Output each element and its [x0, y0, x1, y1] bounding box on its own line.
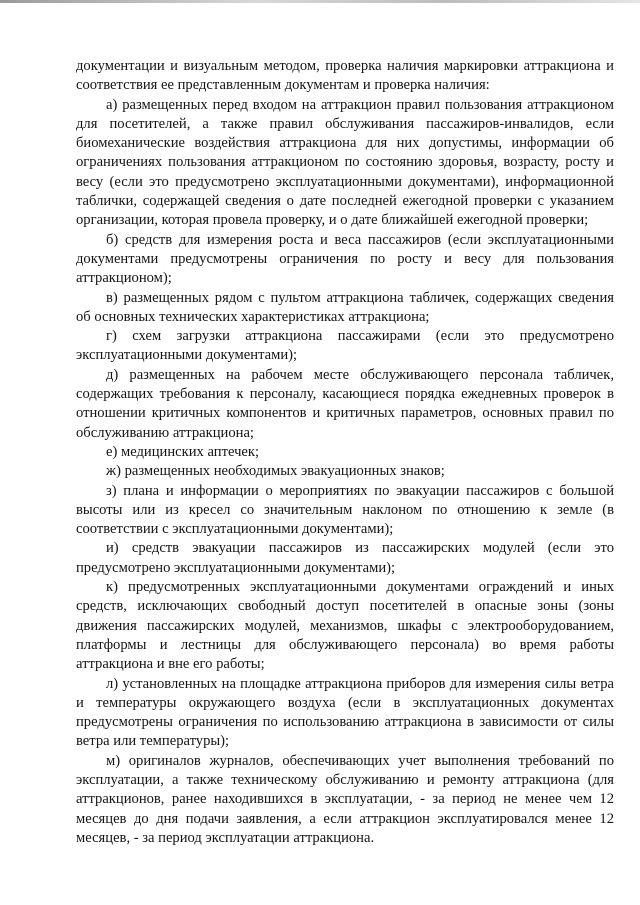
paragraph-item-e: е) медицинских аптечек;: [106, 443, 260, 460]
paragraph-item-k: к) предусмотренных эксплуатационными документами ограждений и иных средств, исключающих свободный доступ посетителей в опасные зоны (зоны движения пассажирских модулей, механизмов, шкафы с электрооборудованием, платформы и лестницы для обслуживающего персонала) во время работы аттракциона и вне его работы;: [76, 579, 614, 673]
paragraph-item-l: л) установленных на площадке аттракциона приборов для измерения силы ветра и температуры окружающего воздуха (если в эксплуатационных документах предусмотрены ограничения по использованию аттракциона в зависимости от силы ветра или температуры);: [76, 675, 614, 750]
paragraph-item-i: и) средств эвакуации пассажиров из пассажирских модулей (если это предусмотрено эксплуатационными документами);: [76, 540, 614, 576]
paragraph-item-zh: ж) размещенных необходимых эвакуационных знаков;: [106, 463, 445, 480]
scan-top-edge: [0, 0, 640, 3]
paragraph-item-a: а) размещенных перед входом на аттракцион правил пользования аттракционом для посетителей, а также правил обслуживания пассажиров-инвалидов, если биомеханические воздействия аттракциона для них допустимы, информации об ограничениях пользования аттракционом по состоянию здоровья, возрасту, росту и весу (если это предусмотрено эксплуатационными документами), информационной таблички, содержащей сведения о дате последней ежегодной проверки с указанием организации, которая провела проверку, и о дате ближайшей ежегодной проверки;: [76, 96, 614, 229]
document-body: [76, 57, 614, 848]
paragraph-item-b: б) средств для измерения роста и веса пассажиров (если эксплуатационными документами предусмотрены ограничения по росту и весу для пользования аттракционом);: [76, 231, 614, 287]
paragraph-item-v: в) размещенных рядом с пультом аттракциона табличек, содержащих сведения об основных технических характеристиках аттракциона;: [76, 289, 614, 325]
paragraph-item-g: г) схем загрузки аттракциона пассажирами (если это предусмотрено эксплуатационными документами);: [76, 328, 614, 364]
paragraph-item-d: д) размещенных на рабочем месте обслуживающего персонала табличек, содержащих требования к персоналу, касающиеся порядка ежедневных проверок в отношении критичных компонентов и критичных параметров, основных правил по обслуживанию аттракциона;: [76, 366, 614, 441]
paragraph-item-z: з) плана и информации о мероприятиях по эвакуации пассажиров с большой высоты или из кресел со значительным наклоном по отношению к земле (в соответствии с эксплуатационными документами);: [76, 482, 614, 538]
paragraph-item-m: м) оригиналов журналов, обеспечивающих учет выполнения требований по эксплуатации, а также техническому обслуживанию и ремонту аттракциона (для аттракционов, ранее находившихся в эксплуатации, - за период не менее чем 12 месяцев до дня подачи заявления, а если аттракцион эксплуатировался менее 12 месяцев, - за период эксплуатации аттракциона.: [76, 752, 614, 846]
paragraph-intro: документации и визуальным методом, проверка наличия маркировки аттракциона и соответствия ее представленным документам и проверка наличия:: [76, 58, 614, 94]
